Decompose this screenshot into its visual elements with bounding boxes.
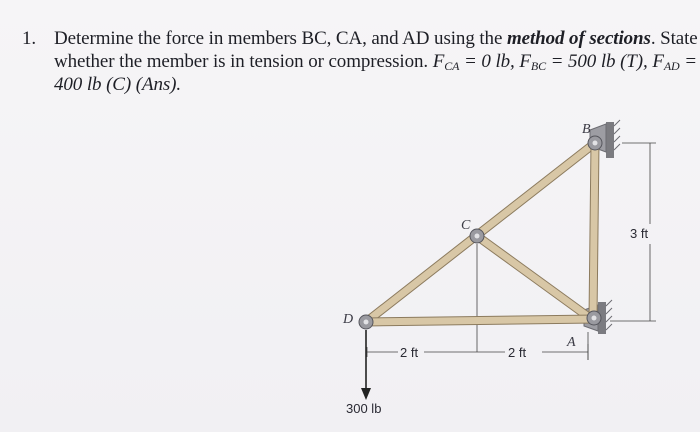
pin-d xyxy=(359,315,373,329)
dim-label-left: 2 ft xyxy=(400,345,419,360)
dim-label-right: 2 ft xyxy=(508,345,527,360)
answer-fca-symbol: F xyxy=(432,51,445,72)
answer-fad-symbol: F xyxy=(652,51,664,72)
answer-fbc-symbol: F xyxy=(519,51,531,72)
answer-fbc-subscript: BC xyxy=(530,59,546,73)
answer-fad-equals: = xyxy=(679,51,697,72)
line1-text-a: Determine the force in members BC, CA, and AD using the xyxy=(54,28,507,49)
problem-number: 1. xyxy=(22,28,37,49)
node-label-c: C xyxy=(461,218,471,233)
answer-fad-subscript: AD xyxy=(663,59,680,73)
pin-c xyxy=(470,229,484,243)
load-label: 300 lb xyxy=(346,401,382,416)
node-label-a: A xyxy=(567,335,576,350)
pin-a xyxy=(587,311,601,325)
dim-label-height: 3 ft xyxy=(630,226,649,241)
node-label-b: B xyxy=(582,122,591,137)
node-label-d: D xyxy=(343,312,354,327)
line1-text-b: . State xyxy=(650,28,698,49)
answer-fbc-value: = 500 lb (T), xyxy=(545,51,653,72)
line2-text: whether the member is in tension or compression. xyxy=(54,51,433,72)
method-of-sections-emphasis: method of sections xyxy=(506,28,651,49)
pin-b xyxy=(588,136,602,150)
problem-line-3: 400 lb (C) (Ans). xyxy=(54,74,182,95)
answer-fca-value: = 0 lb, xyxy=(459,51,520,72)
load-arrow xyxy=(361,330,371,400)
answer-fca-subscript: CA xyxy=(444,59,460,73)
